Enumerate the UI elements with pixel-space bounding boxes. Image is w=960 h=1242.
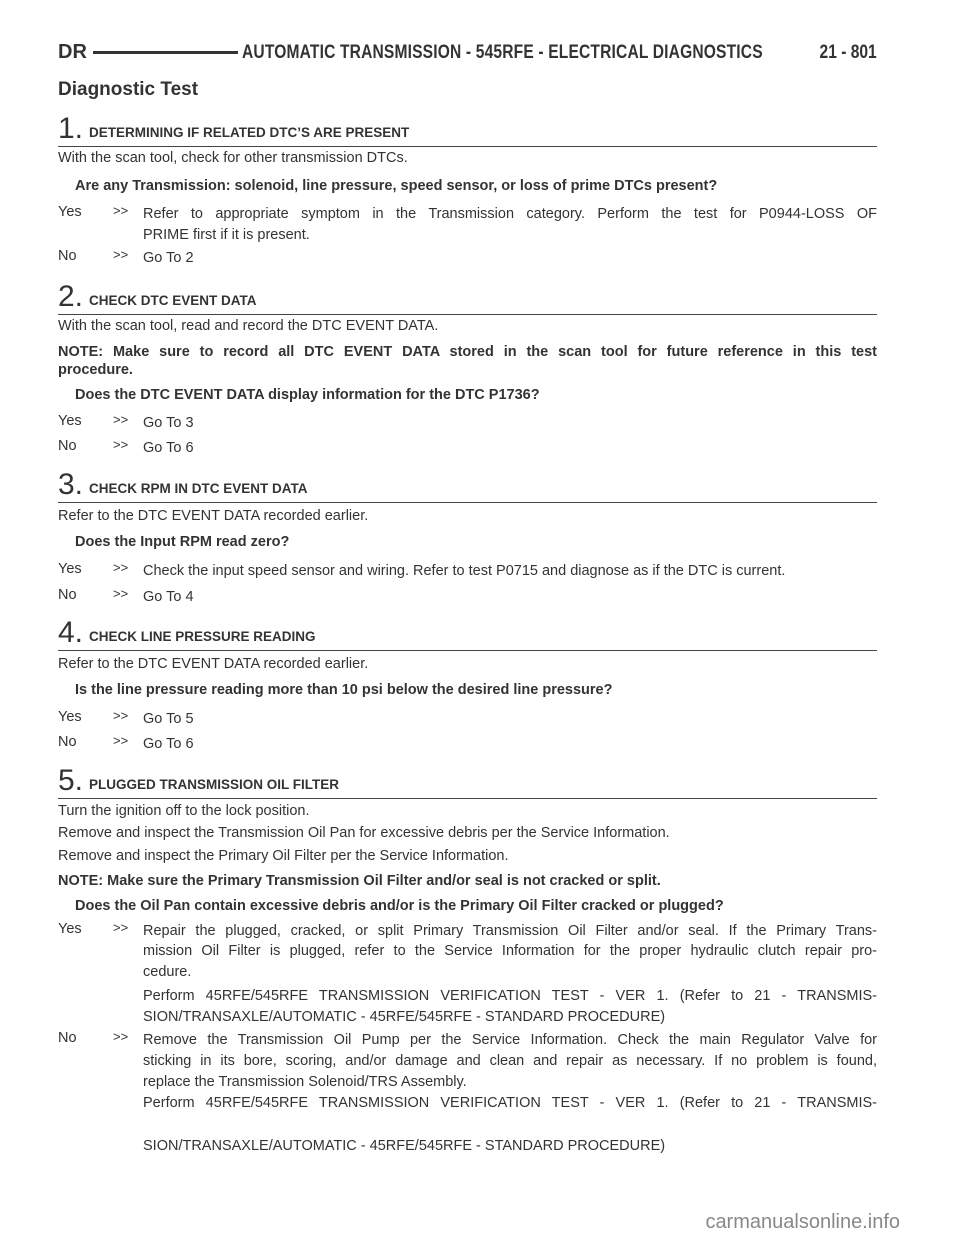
arrow-marker: >> <box>113 708 129 723</box>
yes-answer-text: Repair the plugged, cracked, or split Primary Transmission Oil Filter and/or seal. If the Primary Trans- <box>143 923 877 939</box>
instruction-text: Remove and inspect the Transmission Oil Pan for excessive debris per the Service Information. <box>58 825 670 841</box>
arrow-marker: >> <box>113 1029 129 1044</box>
step-number: 3. <box>58 468 84 501</box>
step-header <box>58 280 877 315</box>
yes-label: Yes <box>58 561 82 577</box>
yes-answer-text: SION/TRANSAXLE/AUTOMATIC - 45RFE/545RFE - STANDARD PROCEDURE) <box>143 1009 666 1025</box>
question-text: Does the Input RPM read zero? <box>75 534 290 550</box>
arrow-marker: >> <box>113 247 129 262</box>
question-text: Does the DTC EVENT DATA display information for the DTC P1736? <box>75 387 540 403</box>
yes-answer-text: Refer to appropriate symptom in the Transmission category. Perform the test for P0944-LOSS OF <box>143 206 877 222</box>
header-rule <box>93 51 238 54</box>
no-answer-text: Go To 6 <box>143 440 194 456</box>
yes-answer-text: Perform 45RFE/545RFE TRANSMISSION VERIFICATION TEST - VER 1. (Refer to 21 - TRANSMIS- <box>143 988 877 1004</box>
arrow-marker: >> <box>113 920 129 935</box>
no-label: No <box>58 1030 77 1046</box>
no-label: No <box>58 438 77 454</box>
no-answer-text: replace the Transmission Solenoid/TRS Assembly. <box>143 1074 467 1090</box>
step-header <box>58 764 877 799</box>
no-answer-text: sticking in its bore, scoring, and/or damage and clean and repair as necessary. If no problem is found, <box>143 1053 877 1069</box>
question-text: Is the line pressure reading more than 10 psi below the desired line pressure? <box>75 682 613 698</box>
arrow-marker: >> <box>113 586 129 601</box>
no-label: No <box>58 734 77 750</box>
arrow-marker: >> <box>113 437 129 452</box>
header-title: AUTOMATIC TRANSMISSION - 545RFE - ELECTRICAL DIAGNOSTICS <box>241 41 763 63</box>
step-header <box>58 112 877 147</box>
page-number: 21 - 801 <box>819 41 877 63</box>
arrow-marker: >> <box>113 733 129 748</box>
instruction-text: With the scan tool, read and record the DTC EVENT DATA. <box>58 318 439 334</box>
page-header <box>58 40 877 64</box>
watermark: carmanualsonline.info <box>705 1211 900 1233</box>
arrow-marker: >> <box>113 203 129 218</box>
note-text: procedure. <box>58 362 133 378</box>
yes-answer-text: Check the input speed sensor and wiring. Refer to test P0715 and diagnose as if the DTC is current. <box>143 563 786 579</box>
no-answer-text: Remove the Transmission Oil Pump per the Service Information. Check the main Regulator Valve for <box>143 1032 877 1048</box>
step-number: 2. <box>58 280 84 313</box>
step-title: CHECK LINE PRESSURE READING <box>89 629 316 644</box>
no-answer-text: Perform 45RFE/545RFE TRANSMISSION VERIFICATION TEST - VER 1. (Refer to 21 - TRANSMIS- <box>143 1095 877 1111</box>
instruction-text: Refer to the DTC EVENT DATA recorded earlier. <box>58 508 369 524</box>
step-header <box>58 616 877 651</box>
no-label: No <box>58 248 77 264</box>
instruction-text: Refer to the DTC EVENT DATA recorded earlier. <box>58 656 369 672</box>
section-heading: Diagnostic Test <box>58 79 199 100</box>
step-title: DETERMINING IF RELATED DTC’S ARE PRESENT <box>89 125 410 140</box>
step-title: PLUGGED TRANSMISSION OIL FILTER <box>89 777 340 792</box>
yes-answer-text: Go To 5 <box>143 711 194 727</box>
instruction-text: Remove and inspect the Primary Oil Filter per the Service Information. <box>58 848 509 864</box>
no-answer-text: Go To 2 <box>143 250 194 266</box>
header-model: DR <box>58 40 87 63</box>
step-number: 1. <box>58 112 84 145</box>
instruction-text: With the scan tool, check for other transmission DTCs. <box>58 150 408 166</box>
note-text: NOTE: Make sure to record all DTC EVENT DATA stored in the scan tool for future reference in this test <box>58 344 877 360</box>
instruction-text: Turn the ignition off to the lock position. <box>58 803 310 819</box>
yes-answer-text: cedure. <box>143 964 192 980</box>
no-label: No <box>58 587 77 603</box>
step-number: 5. <box>58 764 84 797</box>
yes-label: Yes <box>58 709 82 725</box>
question-text: Are any Transmission: solenoid, line pressure, speed sensor, or loss of prime DTCs present? <box>75 178 718 194</box>
no-answer-text: SION/TRANSAXLE/AUTOMATIC - 45RFE/545RFE - STANDARD PROCEDURE) <box>143 1138 666 1154</box>
no-answer-text: Go To 4 <box>143 589 194 605</box>
note-text: NOTE: Make sure the Primary Transmission Oil Filter and/or seal is not cracked or split. <box>58 873 661 889</box>
arrow-marker: >> <box>113 412 129 427</box>
yes-label: Yes <box>58 413 82 429</box>
yes-answer-text: PRIME first if it is present. <box>143 227 310 243</box>
step-title: CHECK DTC EVENT DATA <box>89 293 257 308</box>
yes-answer-text: mission Oil Filter is plugged, refer to the Service Information for the proper hydraulic clutch repair pro- <box>143 943 877 959</box>
no-answer-text: Go To 6 <box>143 736 194 752</box>
step-number: 4. <box>58 616 84 649</box>
yes-label: Yes <box>58 921 82 937</box>
step-header <box>58 468 877 503</box>
yes-answer-text: Go To 3 <box>143 415 194 431</box>
arrow-marker: >> <box>113 560 129 575</box>
yes-label: Yes <box>58 204 82 220</box>
step-title: CHECK RPM IN DTC EVENT DATA <box>89 481 308 496</box>
question-text: Does the Oil Pan contain excessive debris and/or is the Primary Oil Filter cracked or plugged? <box>75 898 724 914</box>
